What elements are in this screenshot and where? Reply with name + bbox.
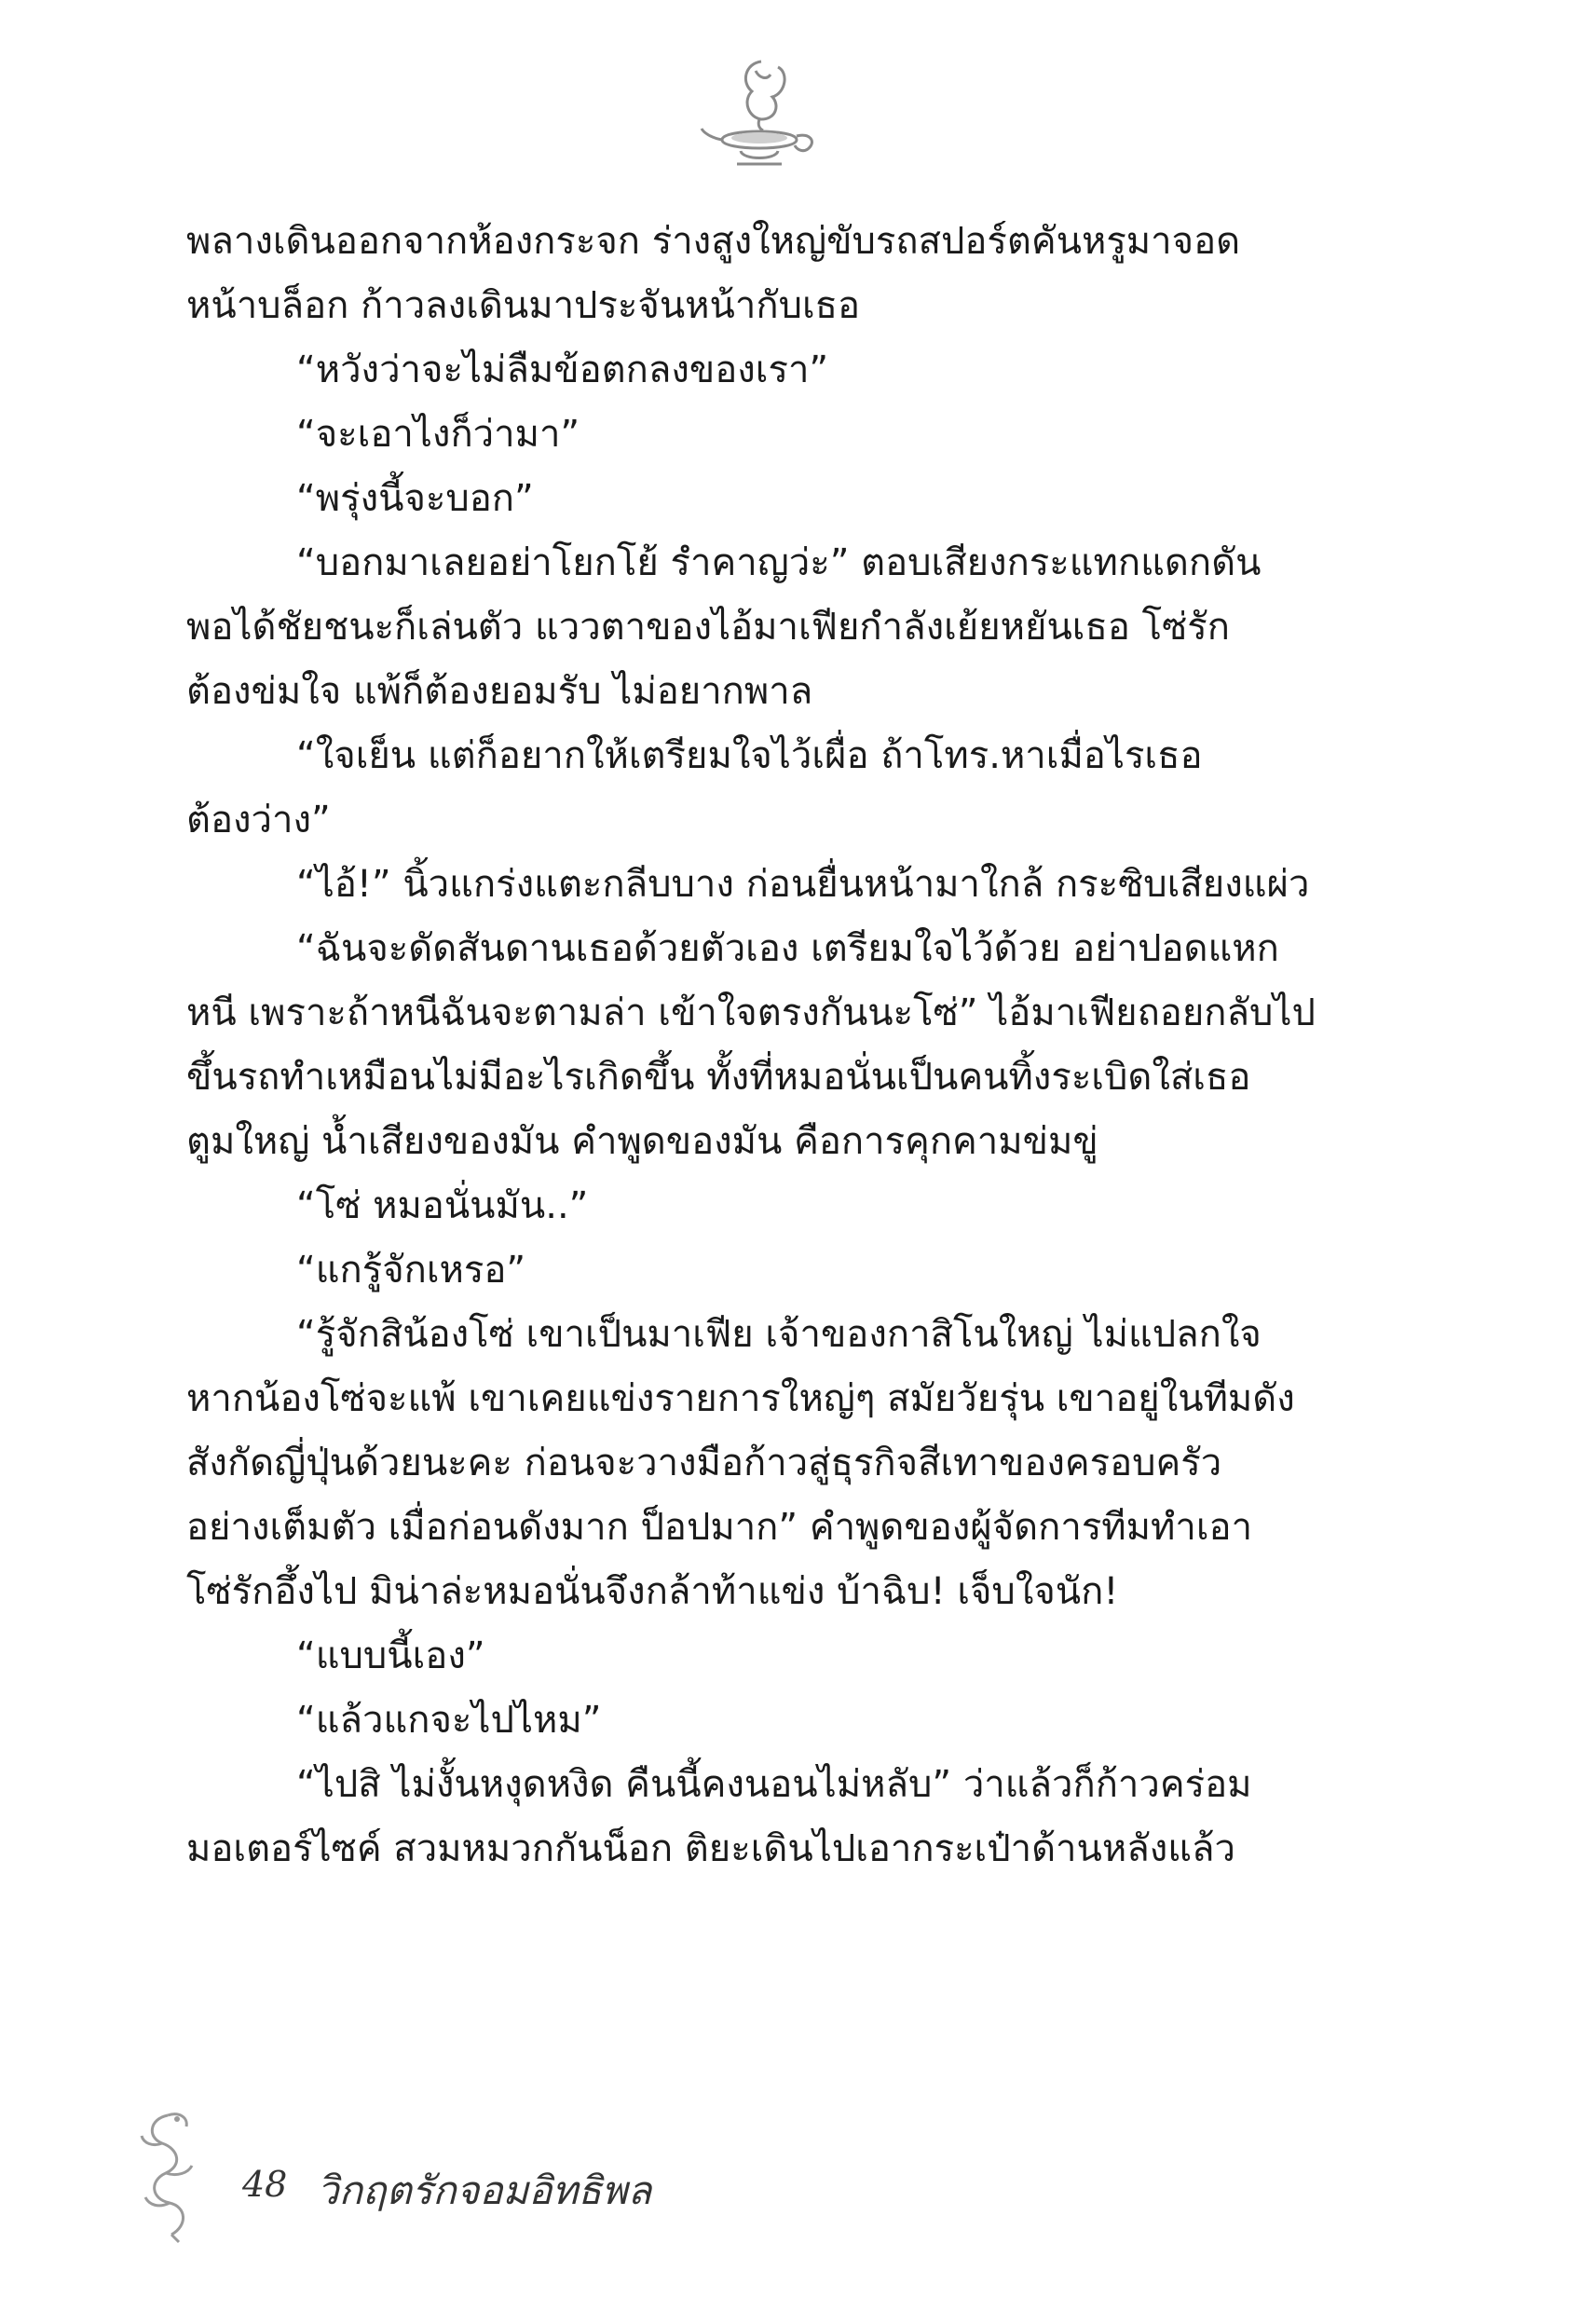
text-line: หนี เพราะถ้าหนีฉันจะตามล่า เข้าใจตรงกันนะโซ่” ไอ้มาเฟียถอยกลับไป bbox=[186, 991, 1316, 1034]
text-line: “หวังว่าจะไม่ลืมข้อตกลงของเรา” bbox=[296, 349, 829, 391]
text-line: หน้าบล็อก ก้าวลงเดินมาประจันหน้ากับเธอ bbox=[186, 284, 861, 327]
text-line: “บอกมาเลยอย่าโยกโย้ รำคาญว่ะ” ตอบเสียงกระแทกแดกดัน bbox=[296, 541, 1262, 584]
text-line: ต้องข่มใจ แพ้ก็ต้องยอมรับ ไม่อยากพาล bbox=[186, 670, 813, 713]
text-line: ตูมใหญ่ น้ำเสียงของมัน คำพูดของมัน คือการคุกคามข่มขู่ bbox=[186, 1120, 1098, 1163]
text-line: “แล้วแกจะไปไหม” bbox=[296, 1699, 602, 1742]
dragon-icon bbox=[130, 2106, 214, 2246]
text-line: สังกัดญี่ปุ่นด้วยนะคะ ก่อนจะวางมือก้าวสู่ธุรกิจสีเทาของครอบครัว bbox=[186, 1442, 1222, 1484]
body-text bbox=[186, 210, 1342, 1881]
text-line: “ไอ้!” นิ้วแกร่งแตะกลีบบาง ก่อนยื่นหน้ามาใกล้ กระซิบเสียงแผ่ว bbox=[296, 863, 1310, 906]
text-line: “ใจเย็น แต่ก็อยากให้เตรียมใจไว้เผื่อ ถ้าโทร.หาเมื่อไรเธอ bbox=[296, 734, 1203, 777]
genie-lamp-icon bbox=[694, 54, 825, 175]
text-line: มอเตอร์ไซค์ สวมหมวกกันน็อก ติยะเดินไปเอากระเป๋าด้านหลังแล้ว bbox=[186, 1827, 1236, 1870]
text-line: หากน้องโซ่จะแพ้ เขาเคยแข่งรายการใหญ่ๆ สมัยวัยรุ่น เขาอยู่ในทีมดัง bbox=[186, 1377, 1295, 1420]
running-title: วิกฤตรักจอมอิทธิพล bbox=[317, 2167, 652, 2213]
text-line: “รู้จักสิน้องโซ่ เขาเป็นมาเฟีย เจ้าของกาสิโนใหญ่ ไม่แปลกใจ bbox=[296, 1313, 1262, 1356]
page-footer bbox=[130, 2106, 783, 2246]
text-line: “แกรู้จักเหรอ” bbox=[296, 1249, 526, 1292]
text-line: “ฉันจะดัดสันดานเธอด้วยตัวเอง เตรียมใจไว้ด้วย อย่าปอดแหก bbox=[296, 927, 1279, 970]
text-line: ขึ้นรถทำเหมือนไม่มีอะไรเกิดขึ้น ทั้งที่หมอนั่นเป็นคนทิ้งระเบิดใส่เธอ bbox=[186, 1056, 1251, 1099]
page-number: 48 bbox=[242, 2164, 288, 2205]
text-line: “โซ่ หมอนั่นมัน..” bbox=[296, 1184, 589, 1227]
text-line: โซ่รักอึ้งไป มิน่าล่ะหมอนั่นจึงกล้าท้าแข่ง บ้าฉิบ! เจ็บใจนัก! bbox=[186, 1570, 1119, 1613]
text-line: “พรุ่งนี้จะบอก” bbox=[296, 477, 534, 520]
text-line: อย่างเต็มตัว เมื่อก่อนดังมาก ป็อปมาก” คำพูดของผู้จัดการทีมทำเอา bbox=[186, 1506, 1253, 1549]
text-line: พลางเดินออกจากห้องกระจก ร่างสูงใหญ่ขับรถสปอร์ตคันหรูมาจอด bbox=[186, 220, 1241, 263]
text-line: “ไปสิ ไม่งั้นหงุดหงิด คืนนี้คงนอนไม่หลับ” ว่าแล้วก็ก้าวคร่อม bbox=[296, 1763, 1252, 1806]
text-line: “แบบนี้เอง” bbox=[296, 1634, 485, 1677]
text-line: ต้องว่าง” bbox=[186, 799, 331, 841]
text-line: พอได้ชัยชนะก็เล่นตัว แววตาของไอ้มาเฟียกำลังเย้ยหยันเธอ โซ่รัก bbox=[186, 606, 1230, 649]
text-line: “จะเอาไงก็ว่ามา” bbox=[296, 413, 580, 456]
